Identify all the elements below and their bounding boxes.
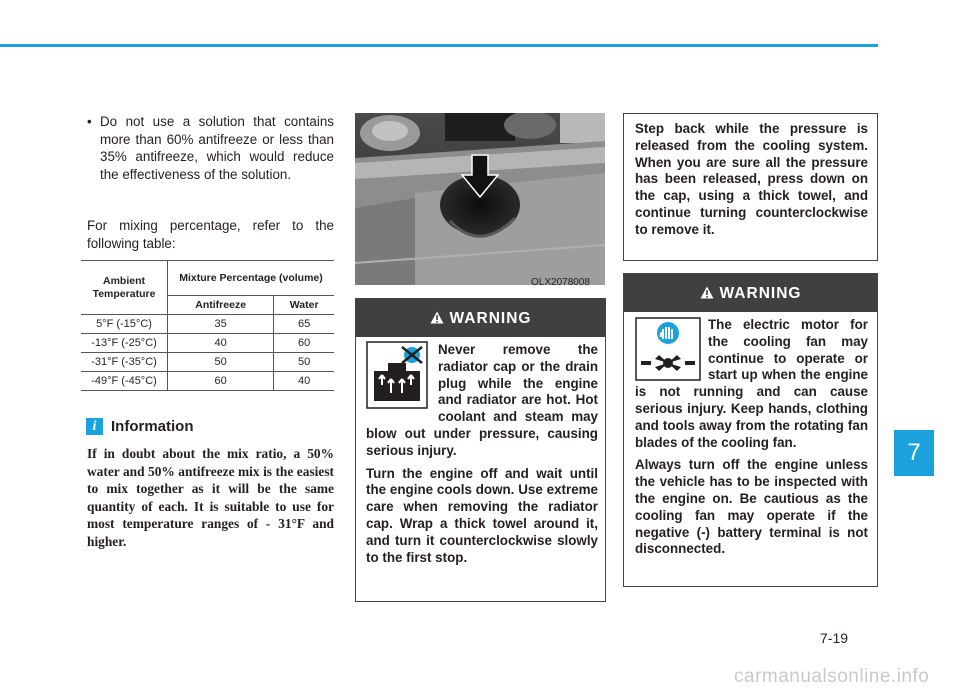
warning-header [356,299,605,337]
cell-water: 60 [274,334,334,353]
mixture-table [81,260,334,391]
cell-temperature: -49°F (-45°C) [81,372,168,391]
chapter-number-badge: 7 [894,430,934,476]
header-water: Water [274,296,334,315]
warning-box-radiator [355,298,606,602]
warning-text-radiator [366,342,598,566]
information-text: If in doubt about the mix ratio, a 50% water and 50% antifreeze mix is the easiest to mix together as it will be the same quantity of each. It is suitable to use for most temperature ranges of - 31°F and higher. [87,446,334,549]
header-rule [0,44,878,47]
cell-temperature: -31°F (-35°C) [81,353,168,372]
table-row [81,353,334,372]
bullet-item [87,113,334,183]
cell-temperature: -13°F (-25°C) [81,334,168,353]
page-number: 7-19 [820,630,849,646]
warning-paragraph-2: Turn the engine off and wait until the engine cools down. Use extreme care when removing the radiator cap. Wrap a thick towel around it, and turn it counterclockwise slowly to the first stop. [366,465,598,565]
information-title: Information [111,418,194,435]
header-antifreeze: Antifreeze [168,296,274,315]
cell-temperature: 5°F (-15°C) [81,315,168,334]
step-back-text: Step back while the pressure is released from the cooling system. When you are sure all the pressure has been released, press down on the cap, using a thick towel, and continue turning counterclockwise to remove it. [635,121,868,237]
warning-paragraph-1: Never remove the radiator cap or the drain plug while the engine and radiator are hot. Hot coolant and steam may blow out under pressure, causing serious injury. [366,342,598,458]
down-arrow-icon [460,153,500,201]
watermark: carmanualsonline.info [734,666,930,687]
bullet-dot: • [87,114,92,129]
table-row [81,315,334,334]
cell-water: 50 [274,353,334,372]
warning-text-cooling-fan [635,317,868,558]
cell-water: 65 [274,315,334,334]
cell-antifreeze: 60 [168,372,274,391]
cell-water: 40 [274,372,334,391]
warning-title: WARNING [719,285,802,302]
step-back-box [623,113,878,261]
warning-box-cooling-fan [623,273,878,587]
cell-antifreeze: 40 [168,334,274,353]
photo-caption: OLX2078008 [531,277,590,288]
table-row [81,372,334,391]
bullet-text: Do not use a solution that contains more than 60% antifreeze or less than 35% antifreeze, which would reduce the effectiveness of the solution. [100,114,334,182]
cell-antifreeze: 35 [168,315,274,334]
warning-paragraph-1: The electric motor for the cooling fan may continue to operate or start up when the engine is not running and can cause serious injury. Keep hands, clothing and tools away from the rotating fan blades of the cooling fan. [635,317,868,450]
information-icon: i [86,418,103,435]
warning-header [624,274,877,312]
warning-title: WARNING [449,310,532,327]
table-row [81,334,334,353]
warning-triangle-icon [700,286,714,299]
warning-triangle-icon [430,311,444,324]
mixing-paragraph: For mixing percentage, refer to the following table: [87,218,334,251]
warning-paragraph-2: Always turn off the engine unless the vehicle has to be inspected with the engine on. Be cautious as the cooling fan may operate if the negative (-) battery terminal is not disconnected. [635,457,868,557]
header-ambient-temperature: Ambient Temperature [81,261,168,315]
header-mixture-percentage: Mixture Percentage (volume) [168,261,335,296]
radiator-cap-photo [355,113,605,285]
cell-antifreeze: 50 [168,353,274,372]
